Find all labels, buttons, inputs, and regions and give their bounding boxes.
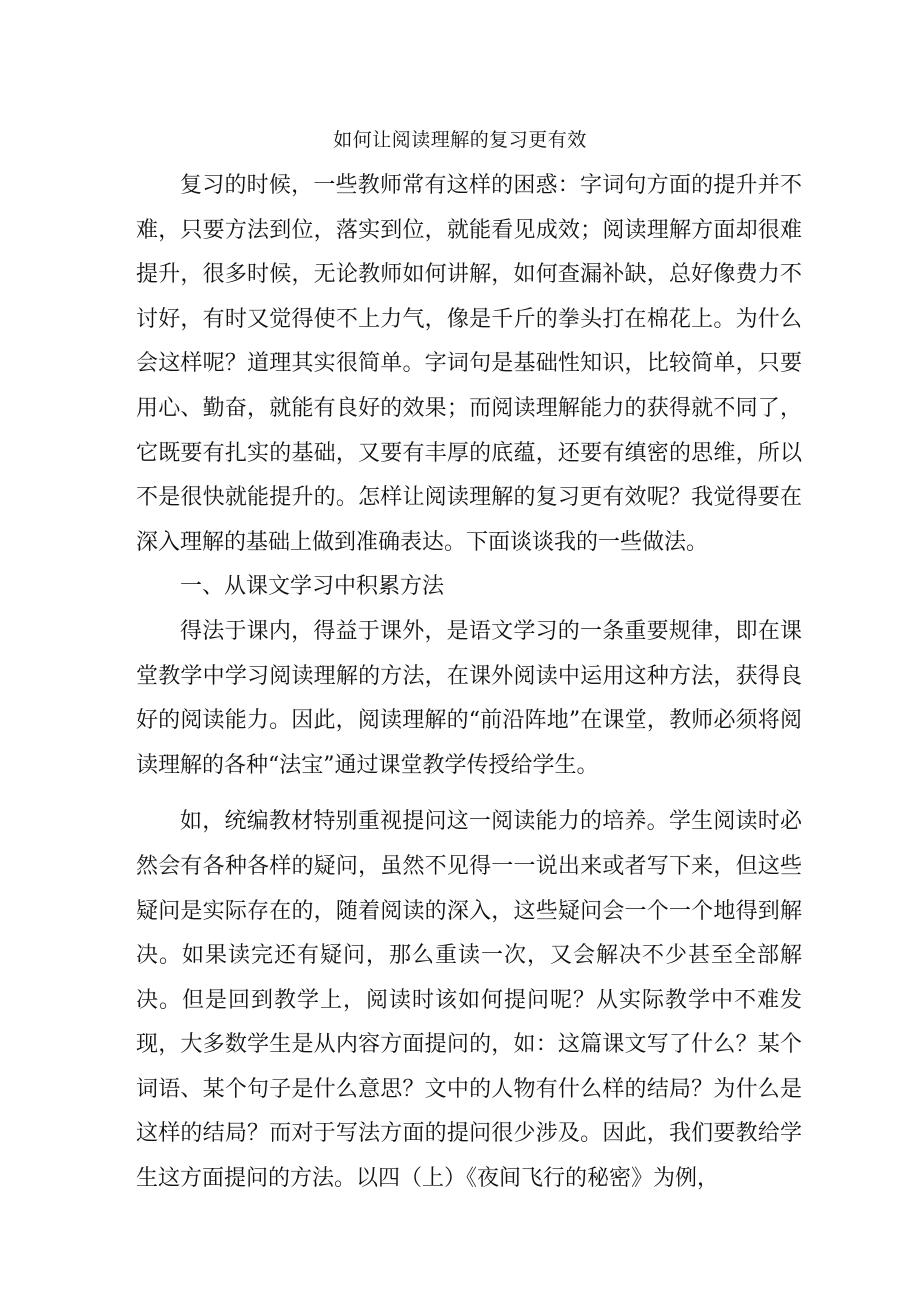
section-heading: 一、从课文学习中积累方法: [180, 574, 445, 600]
document-title: 如何让阅读理解的复习更有效: [333, 129, 587, 151]
paragraph-method: 得法于课内，得益于课外，是语文学习的一条重要规律，即在课堂教学中学习阅读理解的方法，在课外阅读中运用这种方法，获得良好的阅读能力。因此，阅读理解的“前沿阵地”在课堂，教师必须将阅读理解的各种“法宝”通过课堂教学传授给学生。: [136, 618, 802, 778]
paragraph-example: 如，统编教材特别重视提问这一阅读能力的培养。学生阅读时必然会有各种各样的疑问，虽然不见得一一说出来或者写下来，但这些疑问是实际存在的，随着阅读的深入，这些疑问会一个一个地得到解决。如果读完还有疑问，那么重读一次，又会解决不少甚至全部解决。但是回到教学上，阅读时该如何提问呢？从实际教学中不难发现，大多数学生是从内容方面提问的，如：这篇课文写了什么？某个词语、某个句子是什么意思？文中的人物有什么样的结局？为什么是这样的结局？而对于写法方面的提问很少涉及。因此，我们要教给学生这方面提问的方法。以四（上）《夜间飞行的秘密》为例，: [136, 809, 802, 1192]
document-body: [136, 164, 802, 1202]
paragraph-intro: 复习的时候，一些教师常有这样的困惑：字词句方面的提升并不难，只要方法到位，落实到位，就能看见成效；阅读理解方面却很难提升，很多时候，无论教师如何讲解，如何查漏补缺，总好像费力不讨好，有时又觉得使不上力气，像是千斤的拳头打在棉花上。为什么会这样呢？道理其实很简单。字词句是基础性知识，比较简单，只要用心、勤奋，就能有良好的效果；而阅读理解能力的获得就不同了，它既要有扎实的基础，又要有丰厚的底蕴，还要有缜密的思维，所以不是很快就能提升的。怎样让阅读理解的复习更有效呢？我觉得要在深入理解的基础上做到准确表达。下面谈谈我的一些做法。: [136, 173, 802, 555]
paragraph-gap: [136, 788, 802, 800]
